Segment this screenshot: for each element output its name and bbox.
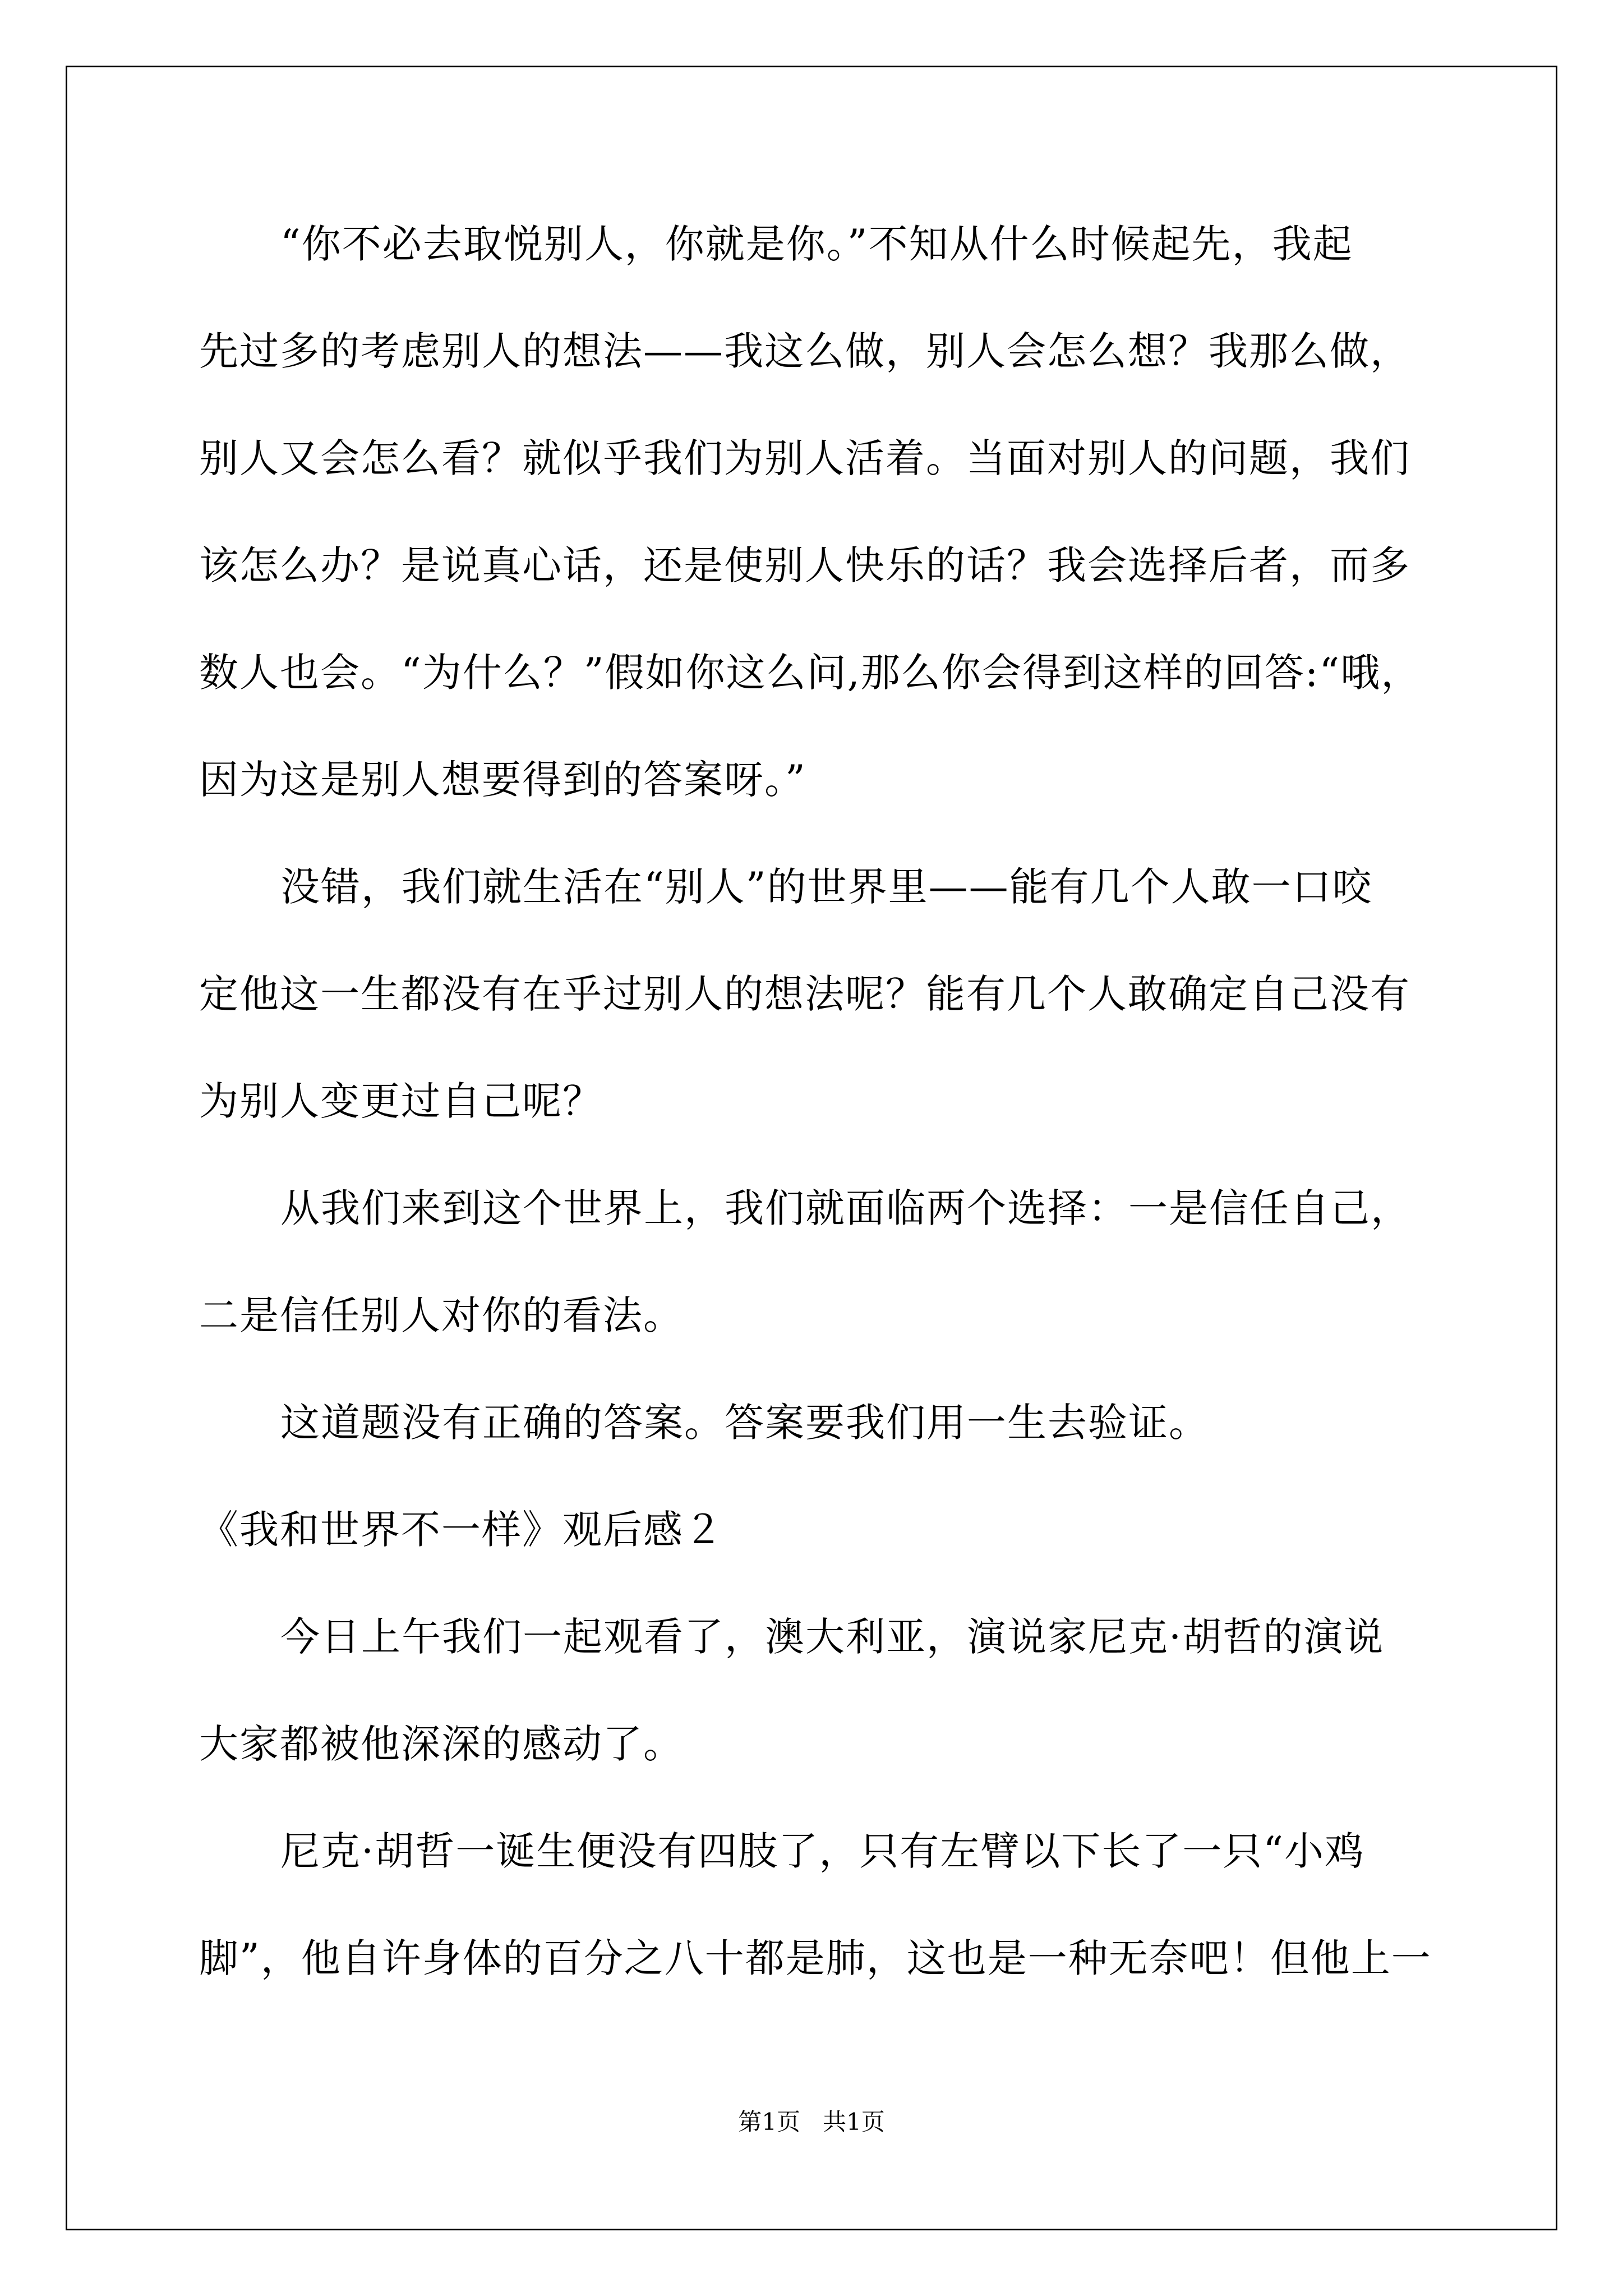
paragraph-1-line-5: 数人也会。“为什么？”假如你这么问,那么你会得到这样的回答:“哦，	[199, 650, 1422, 696]
paragraph-2-line-1: 没错，我们就生活在“别人”的世界里——能有几个人敢一口咬	[280, 864, 1373, 910]
paragraph-6-line-1: 尼克·胡哲一诞生便没有四肢了，只有左臂以下长了一只“小鸡	[280, 1828, 1366, 1874]
paragraph-3-line-2: 二是信任别人对你的看法。	[199, 1292, 684, 1338]
paragraph-1-line-1: “你不必去取悦别人，你就是你。”不知从什么时候起先，我起	[280, 221, 1353, 267]
paragraph-2-line-2: 定他这一生都没有在乎过别人的想法呢？能有几个人敢确定自己没有	[199, 971, 1410, 1017]
paragraph-6-line-2: 脚”，他自许身体的百分之八十都是肺，这也是一种无奈吧！但他上一	[199, 1935, 1432, 1981]
paragraph-1-line-2: 先过多的考虑别人的想法——我这么做，别人会怎么想？我那么做，	[199, 328, 1410, 374]
page-footer: 第1页 共1页	[738, 2108, 885, 2136]
paragraph-1-line-6: 因为这是别人想要得到的答案呀。”	[199, 757, 806, 803]
paragraph-4-line-1: 这道题没有正确的答案。答案要我们用一生去验证。	[280, 1400, 1209, 1446]
paragraph-1-line-3: 别人又会怎么看？就似乎我们为别人活着。当面对别人的问题，我们	[199, 435, 1410, 481]
paragraph-2-line-3: 为别人变更过自己呢？	[199, 1078, 603, 1124]
section-heading: 《我和世界不一样》观后感２	[199, 1507, 724, 1553]
paragraph-5-line-2: 大家都被他深深的感动了。	[199, 1721, 684, 1767]
paragraph-1-line-4: 该怎么办？是说真心话，还是使别人快乐的话？我会选择后者，而多	[199, 542, 1410, 588]
paragraph-3-line-1: 从我们来到这个世界上，我们就面临两个选择：一是信任自己，	[280, 1185, 1411, 1231]
paragraph-5-line-1: 今日上午我们一起观看了，澳大利亚，演说家尼克·胡哲的演说	[280, 1614, 1385, 1660]
page-border	[66, 66, 1557, 2230]
